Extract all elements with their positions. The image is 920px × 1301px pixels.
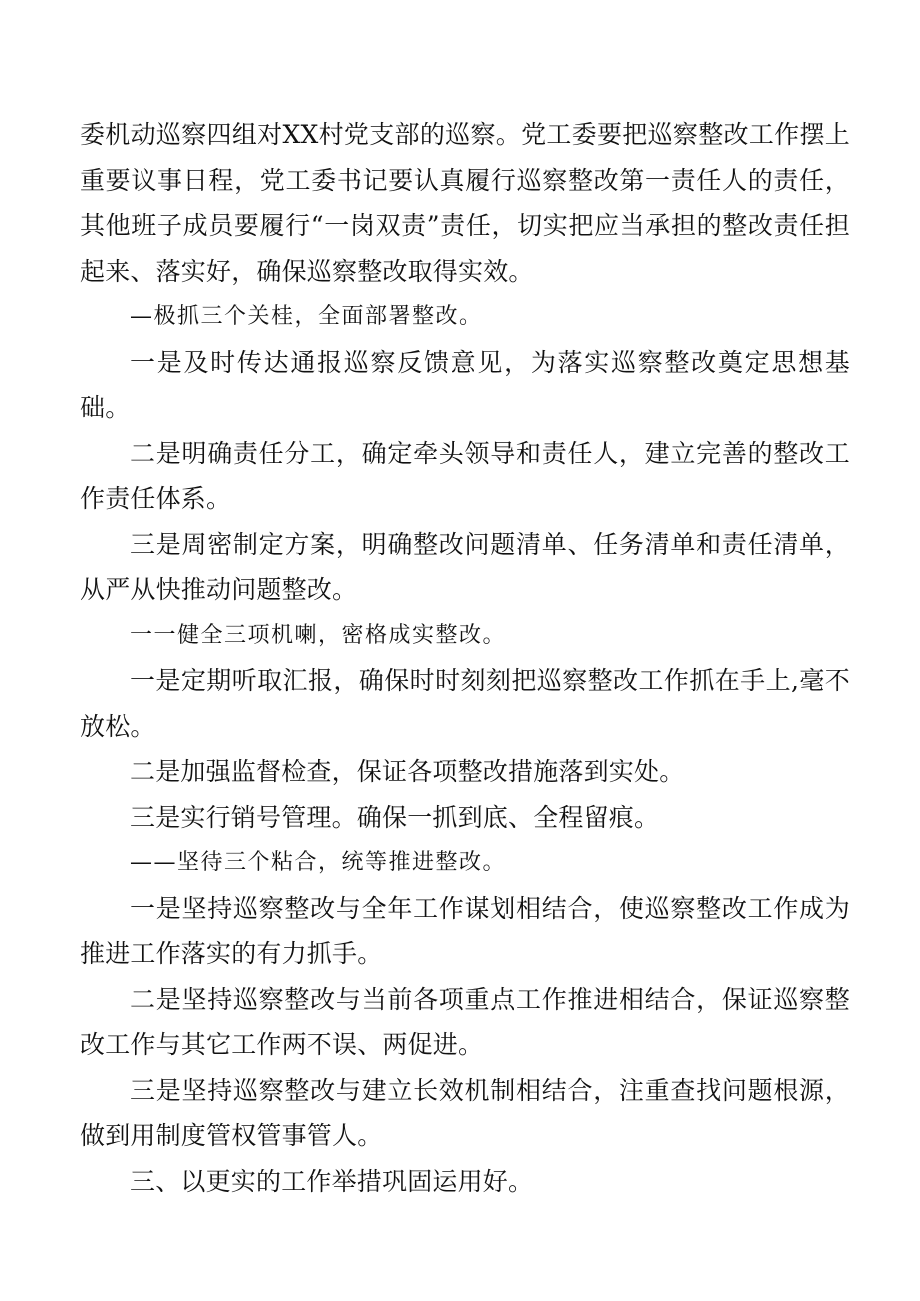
paragraph-item: 三是实行销号管理。确保一抓到底、全程留痕。 bbox=[130, 802, 660, 832]
paragraph-continuation: 委机动巡察四组对XX村党支部的巡察。党工委要把巡察整改工作摆上重要议事日程，党工委书记要认真履行巡察整改第一责任人的责任，其他班子成员要履行“一岗双责”责任，切实把应当承担的整改责任担起来、落实好，确保巡察整改取得实效。 bbox=[80, 120, 850, 286]
paragraph-item: 一是及时传达通报巡察反馈意见，为落实巡察整改奠定思想基础。 bbox=[80, 347, 850, 422]
paragraph-item: 二是坚持巡察整改与当前各项重点工作推进相结合，保证巡察整改工作与其它工作两不误、两促进。 bbox=[80, 984, 850, 1059]
paragraph-item: 一是坚持巡察整改与全年工作谋划相结合，使巡察整改工作成为推进工作落实的有力抓手。 bbox=[80, 893, 850, 968]
paragraph-item: 一是定期听取汇报，确保时时刻刻把巡察整改工作抓在手上,毫不放松。 bbox=[80, 666, 850, 741]
paragraph-item: 三是周密制定方案，明确整改问题清单、任务清单和责任清单，从严从快推动问题整改。 bbox=[80, 529, 850, 604]
subheading-mechanisms: 一一健全三项机喇，密格成实整改。 bbox=[130, 622, 507, 648]
paragraph-item: 二是明确责任分工，确定牵头领导和责任人，建立完善的整改工作责任体系。 bbox=[80, 438, 850, 513]
section-heading: 三、以更实的工作举措巩固运用好。 bbox=[130, 1166, 534, 1196]
paragraph-item: 三是坚持巡察整改与建立长效机制相结合，注重查找问题根源，做到用制度管权管事管人。 bbox=[80, 1075, 850, 1150]
subheading-deploy-rectification: —极抓三个关桂，全面部署整改。 bbox=[130, 304, 483, 329]
subheading-combinations: ——坚待三个粘合，统等推进整改。 bbox=[130, 850, 507, 875]
paragraph-item: 二是加强监督检查，保证各项整改措施落到实处。 bbox=[130, 757, 685, 786]
document-body bbox=[80, 112, 850, 1204]
